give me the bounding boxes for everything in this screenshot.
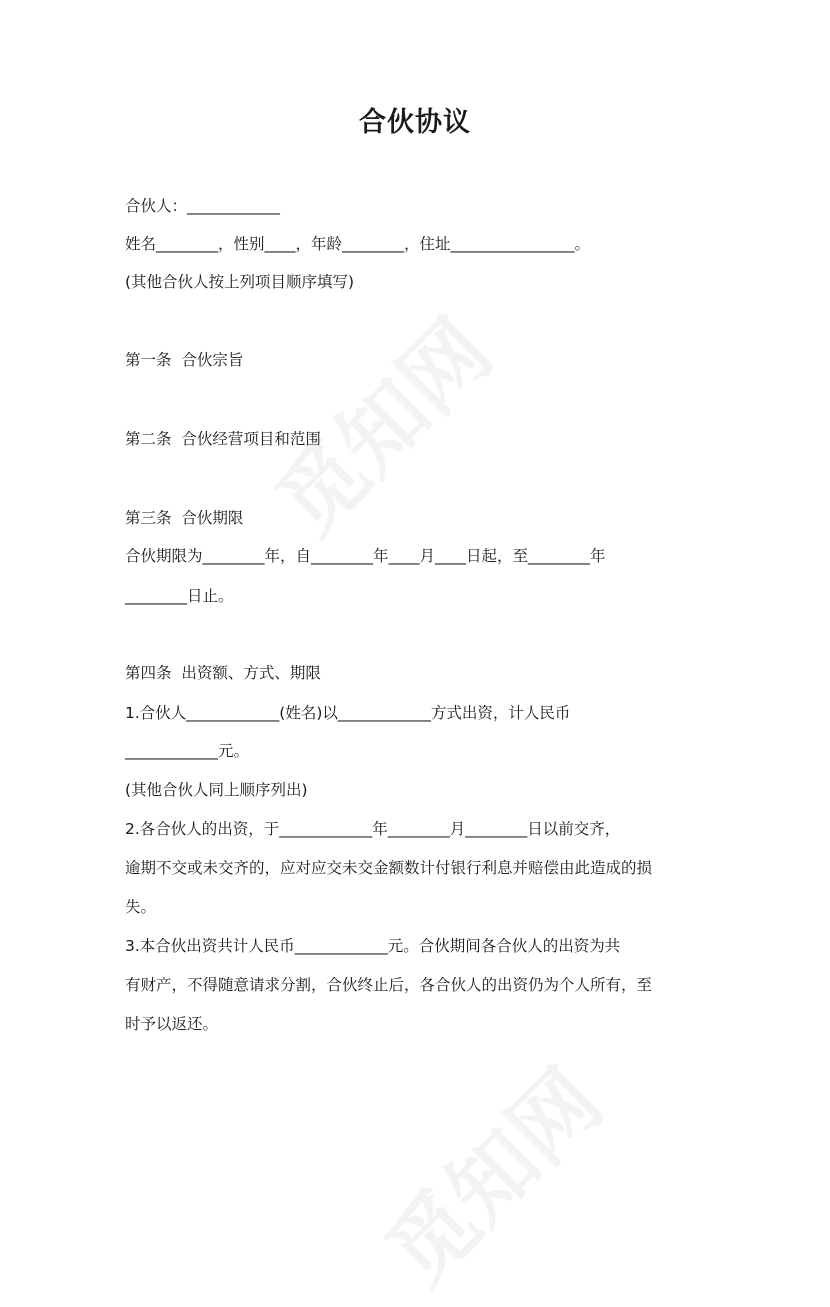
article-3-heading: 第三条 合伙期限 [125,509,244,527]
watermark [354,1037,624,1307]
article-4-text-line: 逾期不交或未交齐的，应对应交未交金额数计付银行利息并赔偿由此造成的损 [125,859,653,877]
article-3-text-line: 合伙期限为________年，自________年____月____日起，至________年 [125,547,606,565]
watermark [244,287,514,557]
article-4-text-line: ____________元。 [125,742,250,760]
document-title: 合伙协议 [359,107,471,138]
article-1-heading: 第一条 合伙宗旨 [125,351,244,369]
article-4-text-line: 时予以返还。 [125,1015,219,1033]
article-4-text-line: 2.各合伙人的出资，于____________年________月________日以前交齐， [125,820,621,838]
article-4-text-line: 有财产，不得随意请求分割，合伙终止后，各合伙人的出资仍为个人所有，至 [125,976,653,994]
article-4-heading: 第四条 出资额、方式、期限 [125,664,321,682]
partner-label-line: 合伙人：____________ [125,197,281,215]
article-2-heading: 第二条 合伙经营项目和范围 [125,430,321,448]
partner-note-line: (其他合伙人按上列项目顺序填写) [125,273,355,291]
partner-info-line: 姓名________，性别____，年龄________，住址________________。 [125,235,591,253]
article-4-text-line: (其他合伙人同上顺序列出) [125,781,308,799]
article-4-text-line: 3.本合伙出资共计人民币____________元。合伙期间各合伙人的出资为共 [125,937,621,955]
article-3-text-line: ________日止。 [125,587,234,605]
article-4-text-line: 1.合伙人____________(姓名)以____________方式出资，计人民币 [125,704,571,722]
article-4-text-line: 失。 [125,898,157,916]
